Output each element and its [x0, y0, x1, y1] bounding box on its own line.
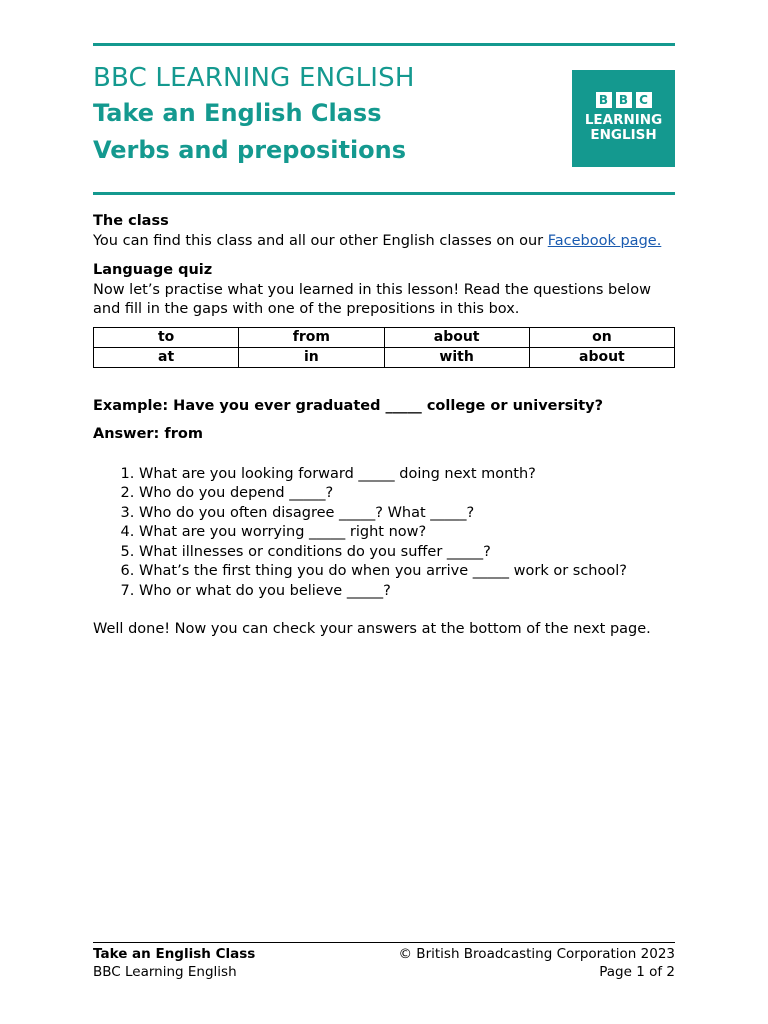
list-item: 5. What illnesses or conditions do you suffer _____? [139, 543, 675, 563]
logo-block-c: C [636, 92, 652, 108]
table-row [94, 327, 675, 347]
quiz-instructions: Now let’s practise what you learned in this lesson! Read the questions below and fill in the gaps with one of the prepositions in this box. [93, 281, 651, 317]
header-bottom-rule [93, 192, 675, 195]
table-cell: on [529, 327, 674, 347]
table-cell: from [239, 327, 384, 347]
quiz-heading: Language quiz [93, 262, 213, 278]
document-title: Take an English Class [93, 99, 382, 127]
table-cell: with [384, 347, 529, 367]
question-list [93, 465, 675, 602]
class-heading: The class [93, 213, 169, 229]
list-item: 7. Who or what do you believe _____? [139, 582, 675, 602]
page-number: Page 1 of 2 [599, 964, 675, 980]
footer-rule [93, 942, 675, 943]
class-text: You can find this class and all our other English classes on our [93, 232, 548, 249]
logo-text-learning: LEARNING [584, 112, 663, 128]
class-paragraph [93, 232, 675, 252]
footer-copyright: © British Broadcasting Corporation 2023 [398, 946, 675, 962]
main-content [93, 212, 675, 640]
logo-block-b2: B [616, 92, 632, 108]
footer-left [93, 945, 255, 981]
example-answer: Answer: from [93, 426, 203, 442]
prepositions-table [93, 327, 675, 368]
bbc-learning-english-logo [572, 70, 675, 167]
facebook-link[interactable]: Facebook page. [547, 232, 662, 249]
document-subtitle: Verbs and prepositions [93, 136, 407, 164]
footer-brand: BBC Learning English [93, 964, 237, 980]
bbc-blocks [596, 92, 652, 108]
example-question: Example: Have you ever graduated _____ college or university? [93, 397, 604, 414]
list-item: 6. What’s the first thing you do when you arrive _____ work or school? [139, 562, 675, 582]
list-item: 2. Who do you depend _____? [139, 484, 675, 504]
list-item: 3. Who do you often disagree _____? What _____? [139, 504, 675, 524]
logo-text-english: ENGLISH [590, 127, 657, 143]
closing-text: Well done! Now you can check your answers at the bottom of the next page. [93, 621, 651, 637]
footer-right [399, 945, 675, 981]
list-item: 1. What are you looking forward _____ doing next month? [139, 465, 675, 485]
logo-block-b1: B [596, 92, 612, 108]
brand-title: BBC LEARNING ENGLISH [93, 63, 415, 93]
table-cell: about [529, 347, 674, 367]
table-cell: to [94, 327, 239, 347]
table-row [94, 347, 675, 367]
header-top-rule [93, 43, 675, 46]
list-item: 4. What are you worrying _____ right now? [139, 523, 675, 543]
table-cell: about [384, 327, 529, 347]
table-cell: in [239, 347, 384, 367]
table-cell: at [94, 347, 239, 367]
document-page [93, 0, 675, 1024]
footer-course-title: Take an English Class [93, 946, 256, 962]
